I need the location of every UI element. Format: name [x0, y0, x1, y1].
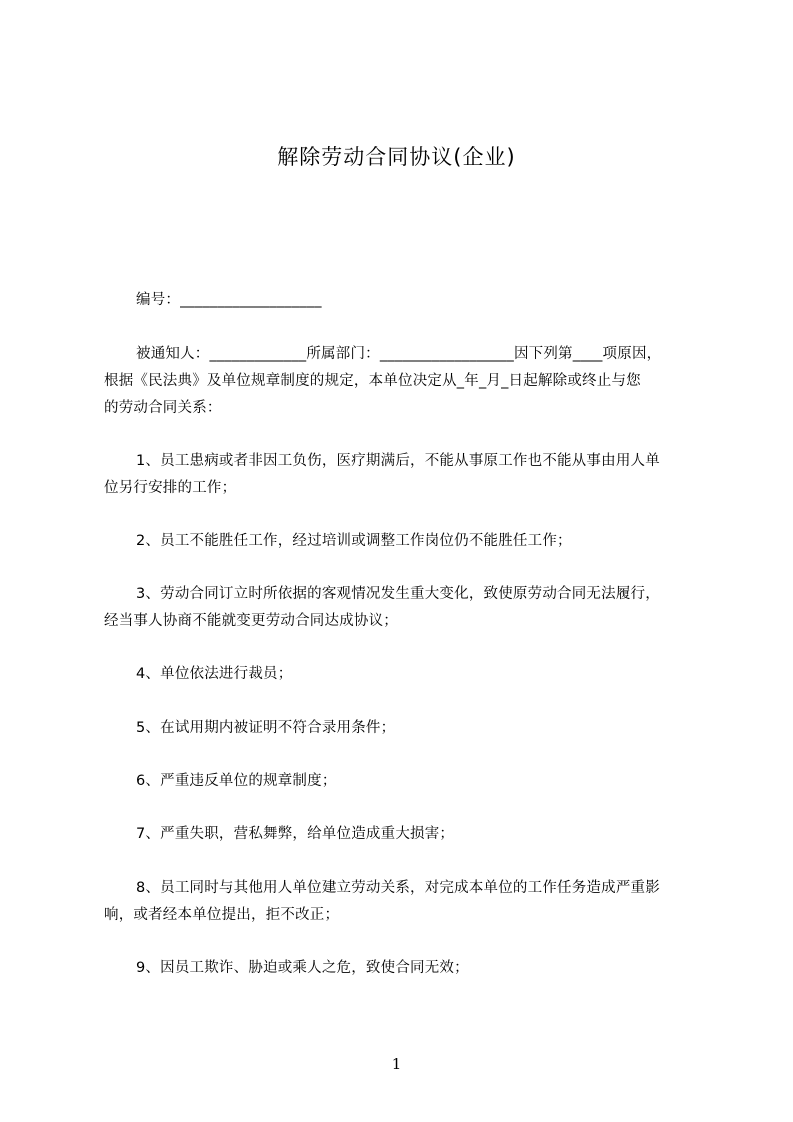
clause-4: 4、单位依法进行裁员； [136, 666, 293, 682]
clause-8-line-1: 8、员工同时与其他用人单位建立劳动关系，对完成本单位的工作任务造成严重影 [136, 880, 660, 896]
clause-9: 9、因员工欺诈、胁迫或乘人之危，致使合同无效； [136, 960, 469, 976]
clause-8-line-2: 响，或者经本单位提出，拒不改正； [104, 907, 340, 923]
intro-line-2: 根据《民法典》及单位规章制度的规定，本单位决定从_年_月_日起解除或终止与您 [104, 373, 641, 389]
clause-5: 5、在试用期内被证明不符合录用条件； [136, 720, 396, 736]
clause-3-line-1: 3、劳动合同订立时所依据的客观情况发生重大变化，致使原劳动合同无法履行， [136, 586, 660, 602]
clause-1-line-1: 1、员工患病或者非因工负伤，医疗期满后，不能从事原工作也不能从事由用人单 [136, 453, 660, 469]
page-number: 1 [391, 1055, 402, 1073]
page-title: 解除劳动合同协议(企业) [277, 145, 516, 169]
clause-2: 2、员工不能胜任工作，经过培训或调整工作岗位仍不能胜任工作； [136, 533, 572, 549]
clause-6: 6、严重违反单位的规章制度； [136, 773, 337, 789]
serial-number-line: 编号：___________________ [136, 292, 322, 308]
clause-3-line-2: 经当事人协商不能就变更劳动合同达成协议； [104, 613, 398, 629]
intro-line-3: 的劳动合同关系： [104, 400, 222, 416]
intro-line-1: 被通知人：_____________所属部门：__________________因下列第____项原因， [136, 346, 662, 362]
clause-1-line-2: 位另行安排的工作； [104, 480, 237, 496]
clause-7: 7、严重失职，营私舞弊，给单位造成重大损害； [136, 826, 455, 842]
